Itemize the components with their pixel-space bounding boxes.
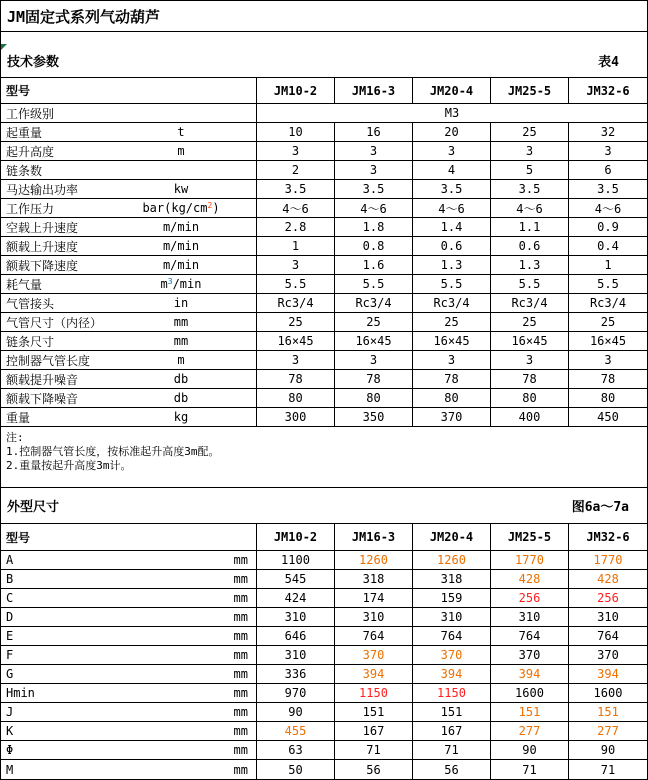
param-name: 工作压力 — [6, 201, 55, 216]
dim-value-cell: 159 — [413, 589, 491, 607]
param-unit: m/min — [162, 220, 200, 234]
param-unit: mm — [233, 572, 248, 586]
dim-value-cell: 310 — [257, 608, 335, 626]
dim-row — [1, 608, 647, 627]
value-cell: Rc3/4 — [335, 294, 413, 312]
value-cell: 80 — [600, 391, 616, 405]
value-cell: 3 — [413, 142, 491, 160]
dim-value-cell: 50 — [257, 760, 335, 779]
model-header-cell: JM20-4 — [413, 524, 491, 550]
param-row — [1, 237, 647, 256]
value-cell: 3 — [604, 353, 612, 367]
dim-value-cell: 370 — [597, 648, 619, 662]
dim-value-cell: 455 — [257, 722, 335, 740]
dim-value-cell: 1100 — [257, 551, 335, 569]
param-unit: m/min — [162, 239, 200, 253]
param-label-cell — [1, 237, 257, 255]
value-cell: 80 — [335, 389, 413, 407]
param-unit: db — [173, 391, 189, 405]
dim-value-cell: 90 — [491, 741, 569, 759]
dim-value-cell: 394 — [597, 667, 619, 681]
dim-value-cell: 90 — [257, 703, 335, 721]
param-unit — [106, 201, 256, 215]
dim-value-cell: 256 — [597, 591, 619, 605]
param-name: A — [6, 553, 14, 567]
dim-value-cell: 394 — [491, 665, 569, 683]
param-row — [1, 275, 647, 294]
param-name: 额载提升噪音 — [6, 372, 79, 387]
unit-text: m — [160, 277, 168, 291]
value-cell: 3 — [257, 351, 335, 369]
value-cell: 3 — [604, 144, 612, 158]
dim-row — [1, 722, 647, 741]
dim-value-cell: 310 — [597, 610, 619, 624]
dim-value-cell: 764 — [597, 629, 619, 643]
param-unit — [106, 277, 256, 291]
dim-value-cell: 318 — [413, 570, 491, 588]
param-unit: in — [173, 296, 189, 310]
param-name: 气管尺寸（内径） — [6, 315, 103, 330]
param-unit: mm — [233, 610, 248, 624]
param-label-cell — [1, 313, 257, 331]
grade-row — [1, 104, 647, 123]
value-cell: 4～6 — [594, 201, 622, 216]
param-name: 起重量 — [6, 125, 43, 140]
value-cell: 20 — [413, 123, 491, 141]
dim-value-cell: 646 — [257, 627, 335, 645]
unit-superscript: 3 — [167, 277, 173, 286]
value-cell: Rc3/4 — [257, 294, 335, 312]
dim-row — [1, 589, 647, 608]
value-cell: 2 — [257, 161, 335, 179]
param-name: 额载下降速度 — [6, 258, 79, 273]
param-name: 重量 — [6, 410, 31, 425]
unit-text: ) — [212, 201, 220, 215]
param-unit: mm — [233, 762, 248, 777]
value-cell: 3 — [491, 142, 569, 160]
param-name: G — [6, 667, 14, 681]
param-row — [1, 389, 647, 408]
param-label-cell — [1, 256, 257, 274]
param-unit: m/min — [162, 258, 200, 272]
value-cell: 78 — [257, 370, 335, 388]
value-cell: 25 — [600, 315, 616, 329]
value-cell: 3 — [335, 351, 413, 369]
value-cell: 16×45 — [589, 334, 627, 348]
param-label-cell — [1, 218, 257, 236]
param-unit: m — [177, 144, 185, 158]
dim-value-cell: 256 — [491, 589, 569, 607]
dim-value-cell: 310 — [257, 646, 335, 664]
param-label-cell — [1, 142, 257, 160]
dim-value-cell: 545 — [257, 570, 335, 588]
dim-value-cell: 370 — [335, 646, 413, 664]
param-unit: mm — [233, 667, 248, 681]
value-cell: 5.5 — [597, 277, 619, 291]
dim-row — [1, 627, 647, 646]
note-line: 2.重量按起升高度3m计。 — [6, 459, 132, 472]
param-name: 马达输出功率 — [6, 182, 79, 197]
value-cell: 78 — [600, 372, 616, 386]
param-label-cell — [1, 104, 257, 122]
model-header-cell: JM10-2 — [257, 524, 335, 550]
notes-heading: 注: — [6, 431, 24, 444]
value-cell: 1 — [257, 237, 335, 255]
value-cell: 1.4 — [413, 218, 491, 236]
dim-value-cell: 1150 — [413, 684, 491, 702]
value-cell: 0.6 — [413, 237, 491, 255]
value-cell: 3 — [335, 142, 413, 160]
param-row — [1, 180, 647, 199]
value-cell: 3 — [257, 142, 335, 160]
dim-value-cell: 310 — [491, 608, 569, 626]
value-cell: 32 — [600, 125, 616, 139]
value-cell: 4～6 — [491, 199, 569, 217]
grade-merged-cell: M3 — [444, 106, 460, 120]
dim-value-cell: 764 — [413, 627, 491, 645]
value-cell: 6 — [604, 163, 612, 177]
param-name: 空载上升速度 — [6, 220, 79, 235]
value-cell: 3 — [491, 351, 569, 369]
value-cell: 3.5 — [257, 180, 335, 198]
param-unit: mm — [233, 553, 248, 567]
model-header-cell: JM10-2 — [257, 78, 335, 103]
dim-label-cell — [1, 703, 257, 721]
dim-label-cell — [1, 741, 257, 759]
value-cell: 1.3 — [491, 256, 569, 274]
model-header-cell: JM16-3 — [335, 524, 413, 550]
param-name: 额载上升速度 — [6, 239, 79, 254]
dim-value-cell: 277 — [597, 724, 619, 738]
value-cell: 25 — [257, 313, 335, 331]
dim-value-cell: 764 — [491, 627, 569, 645]
param-unit: mm — [173, 315, 189, 329]
value-cell: 16×45 — [413, 332, 491, 350]
value-cell: 2.8 — [257, 218, 335, 236]
param-unit: m — [177, 353, 185, 367]
value-cell: 370 — [413, 408, 491, 426]
param-row — [1, 199, 647, 218]
unit-text: /min — [172, 277, 202, 291]
dim-label-cell — [1, 684, 257, 702]
value-cell: 5.5 — [257, 275, 335, 293]
dim-label-cell — [1, 722, 257, 740]
model-header-cell: JM16-3 — [335, 78, 413, 103]
param-row — [1, 142, 647, 161]
param-label-cell — [1, 408, 257, 426]
value-cell: 16 — [335, 123, 413, 141]
value-cell: Rc3/4 — [589, 296, 627, 310]
table-ref-badge: 表4 — [598, 55, 619, 70]
table-header-row — [1, 78, 647, 104]
param-name: 工作级别 — [6, 106, 55, 121]
section-title: 外型尺寸 — [7, 500, 60, 515]
param-name: D — [6, 610, 14, 624]
param-unit: mm — [233, 629, 248, 643]
dim-row — [1, 646, 647, 665]
value-cell: 450 — [597, 410, 619, 424]
value-cell: Rc3/4 — [413, 294, 491, 312]
value-cell: 80 — [491, 389, 569, 407]
dim-label-cell — [1, 646, 257, 664]
dim-label-cell — [1, 627, 257, 645]
dim-row — [1, 684, 647, 703]
value-cell: 0.6 — [491, 237, 569, 255]
value-cell: 5.5 — [413, 275, 491, 293]
value-cell: 1 — [604, 258, 612, 272]
param-unit: mm — [233, 591, 248, 605]
dim-value-cell: 1600 — [491, 684, 569, 702]
value-cell: 3.5 — [597, 182, 619, 196]
dim-row — [1, 703, 647, 722]
dim-label-cell — [1, 589, 257, 607]
dim-value-cell: 428 — [597, 572, 619, 586]
value-cell: 3 — [413, 351, 491, 369]
value-cell: 16×45 — [257, 332, 335, 350]
notes-block — [1, 427, 647, 488]
param-unit: db — [173, 372, 189, 386]
value-cell: 10 — [257, 123, 335, 141]
param-unit: mm — [233, 648, 248, 662]
param-row — [1, 161, 647, 180]
value-cell: 4～6 — [335, 199, 413, 217]
param-name: 额载下降噪音 — [6, 391, 79, 406]
value-cell: Rc3/4 — [491, 294, 569, 312]
value-cell: 1.8 — [335, 218, 413, 236]
value-cell: 0.9 — [597, 220, 619, 234]
tech-params-table — [1, 78, 647, 427]
note-line: 1.控制器气管长度，按标准起升高度3m配。 — [6, 445, 220, 458]
param-name: 链条尺寸 — [6, 334, 55, 349]
param-unit: t — [177, 125, 185, 139]
unit-text: bar(kg/cm — [142, 201, 208, 215]
dim-row — [1, 741, 647, 760]
table-header-row — [1, 524, 647, 551]
param-name: C — [6, 591, 14, 605]
dim-label-cell — [1, 665, 257, 683]
value-cell: 16×45 — [335, 332, 413, 350]
value-cell: 4～6 — [413, 199, 491, 217]
value-cell: 80 — [257, 389, 335, 407]
dim-value-cell: 318 — [335, 570, 413, 588]
dim-value-cell: 424 — [257, 589, 335, 607]
param-row — [1, 218, 647, 237]
param-label-cell — [1, 370, 257, 388]
dim-value-cell: 1770 — [593, 553, 623, 567]
value-cell: 1.1 — [491, 218, 569, 236]
value-cell: 0.4 — [597, 239, 619, 253]
value-cell: 300 — [257, 408, 335, 426]
param-row — [1, 370, 647, 389]
dim-value-cell: 370 — [413, 646, 491, 664]
model-header-cell: JM32-6 — [586, 530, 630, 544]
value-cell: 78 — [335, 370, 413, 388]
unit-superscript: 2 — [207, 201, 213, 210]
dimensions-section-header — [1, 488, 647, 524]
param-row — [1, 294, 647, 313]
value-cell: 3.5 — [413, 180, 491, 198]
param-name: Φ — [6, 743, 14, 757]
page-title: JM固定式系列气动葫芦 — [1, 1, 647, 32]
dim-value-cell: 1260 — [335, 551, 413, 569]
dim-value-cell: 1600 — [593, 686, 623, 700]
model-header-cell: JM20-4 — [413, 78, 491, 103]
dim-value-cell: 277 — [491, 722, 569, 740]
param-name: J — [6, 705, 14, 719]
dim-value-cell: 394 — [413, 665, 491, 683]
dim-value-cell: 71 — [491, 760, 569, 779]
value-cell: 78 — [491, 370, 569, 388]
value-cell: 1.3 — [413, 256, 491, 274]
value-cell: 3 — [335, 161, 413, 179]
dimensions-table — [1, 524, 647, 779]
param-unit: mm — [173, 334, 189, 348]
dim-value-cell: 174 — [335, 589, 413, 607]
param-name: 控制器气管长度 — [6, 353, 91, 368]
param-name: M — [6, 762, 14, 777]
model-header-cell: JM25-5 — [491, 524, 569, 550]
value-cell: 25 — [491, 123, 569, 141]
value-cell: 400 — [491, 408, 569, 426]
param-name: 耗气量 — [6, 277, 43, 292]
dim-value-cell: 336 — [257, 665, 335, 683]
param-label-cell — [1, 351, 257, 369]
param-unit: mm — [233, 724, 248, 738]
dim-value-cell: 71 — [600, 762, 616, 777]
figure-ref-badge: 图6a～7a — [571, 500, 629, 515]
dim-value-cell: 71 — [413, 741, 491, 759]
param-name: Hmin — [6, 686, 35, 700]
param-unit: mm — [233, 686, 248, 700]
value-cell: 3.5 — [335, 180, 413, 198]
param-label-cell — [1, 199, 257, 217]
dim-value-cell: 56 — [335, 760, 413, 779]
param-name: 链条数 — [6, 163, 43, 178]
dim-value-cell: 428 — [491, 570, 569, 588]
value-cell: 16×45 — [491, 332, 569, 350]
param-row — [1, 256, 647, 275]
dim-label-cell — [1, 551, 257, 569]
dim-value-cell: 970 — [257, 684, 335, 702]
value-cell: 25 — [335, 313, 413, 331]
param-unit: kw — [173, 182, 189, 196]
param-name: F — [6, 648, 14, 662]
value-cell: 1.6 — [335, 256, 413, 274]
param-row — [1, 313, 647, 332]
dim-value-cell: 56 — [413, 760, 491, 779]
section-title: 技术参数 — [7, 55, 60, 70]
dim-row — [1, 665, 647, 684]
dim-value-cell: 71 — [335, 741, 413, 759]
dim-value-cell: 764 — [335, 627, 413, 645]
model-header-cell: JM32-6 — [586, 83, 630, 98]
models-header-cell: 型号 — [1, 524, 257, 550]
param-unit: kg — [173, 410, 189, 424]
dim-row — [1, 551, 647, 570]
value-cell: 4～6 — [257, 199, 335, 217]
param-unit: mm — [233, 705, 248, 719]
dim-value-cell: 151 — [413, 703, 491, 721]
param-label-cell — [1, 123, 257, 141]
value-cell: 350 — [335, 408, 413, 426]
param-label-cell — [1, 332, 257, 350]
param-name: 气管接头 — [6, 296, 55, 311]
dim-row — [1, 760, 647, 779]
dim-value-cell: 151 — [335, 703, 413, 721]
dim-value-cell: 310 — [413, 608, 491, 626]
corner-flag-icon — [1, 44, 7, 50]
value-cell: 5 — [491, 161, 569, 179]
value-cell: 5.5 — [335, 275, 413, 293]
param-row — [1, 332, 647, 351]
param-label-cell — [1, 389, 257, 407]
dim-value-cell: 1150 — [335, 684, 413, 702]
param-label-cell — [1, 161, 257, 179]
param-label-cell — [1, 294, 257, 312]
param-unit: mm — [233, 743, 248, 757]
model-header-cell: JM25-5 — [491, 78, 569, 103]
value-cell: 5.5 — [491, 275, 569, 293]
value-cell: 25 — [413, 313, 491, 331]
value-cell: 3.5 — [491, 180, 569, 198]
value-cell: 3 — [257, 256, 335, 274]
models-header-cell: 型号 — [1, 78, 257, 103]
dim-value-cell: 63 — [257, 741, 335, 759]
dim-value-cell: 90 — [600, 743, 616, 757]
dim-label-cell — [1, 608, 257, 626]
dim-value-cell: 151 — [491, 703, 569, 721]
param-name: K — [6, 724, 14, 738]
param-name: E — [6, 629, 14, 643]
param-label-cell — [1, 275, 257, 293]
value-cell: 4 — [413, 161, 491, 179]
value-cell: 80 — [413, 389, 491, 407]
dim-row — [1, 570, 647, 589]
param-label-cell — [1, 180, 257, 198]
dim-value-cell: 394 — [335, 665, 413, 683]
param-name: 起升高度 — [6, 144, 55, 159]
dim-value-cell: 1260 — [413, 551, 491, 569]
value-cell: 0.8 — [335, 237, 413, 255]
tech-params-section-header — [1, 32, 647, 78]
dim-value-cell: 310 — [335, 608, 413, 626]
dim-label-cell — [1, 760, 257, 779]
param-name: B — [6, 572, 14, 586]
param-row — [1, 123, 647, 142]
dim-label-cell — [1, 570, 257, 588]
dim-value-cell: 151 — [597, 705, 619, 719]
value-cell: 78 — [413, 370, 491, 388]
param-row — [1, 408, 647, 427]
dim-value-cell: 370 — [491, 646, 569, 664]
param-row — [1, 351, 647, 370]
value-cell: 25 — [491, 313, 569, 331]
dim-value-cell: 167 — [413, 722, 491, 740]
dim-value-cell: 1770 — [491, 551, 569, 569]
dim-value-cell: 167 — [335, 722, 413, 740]
